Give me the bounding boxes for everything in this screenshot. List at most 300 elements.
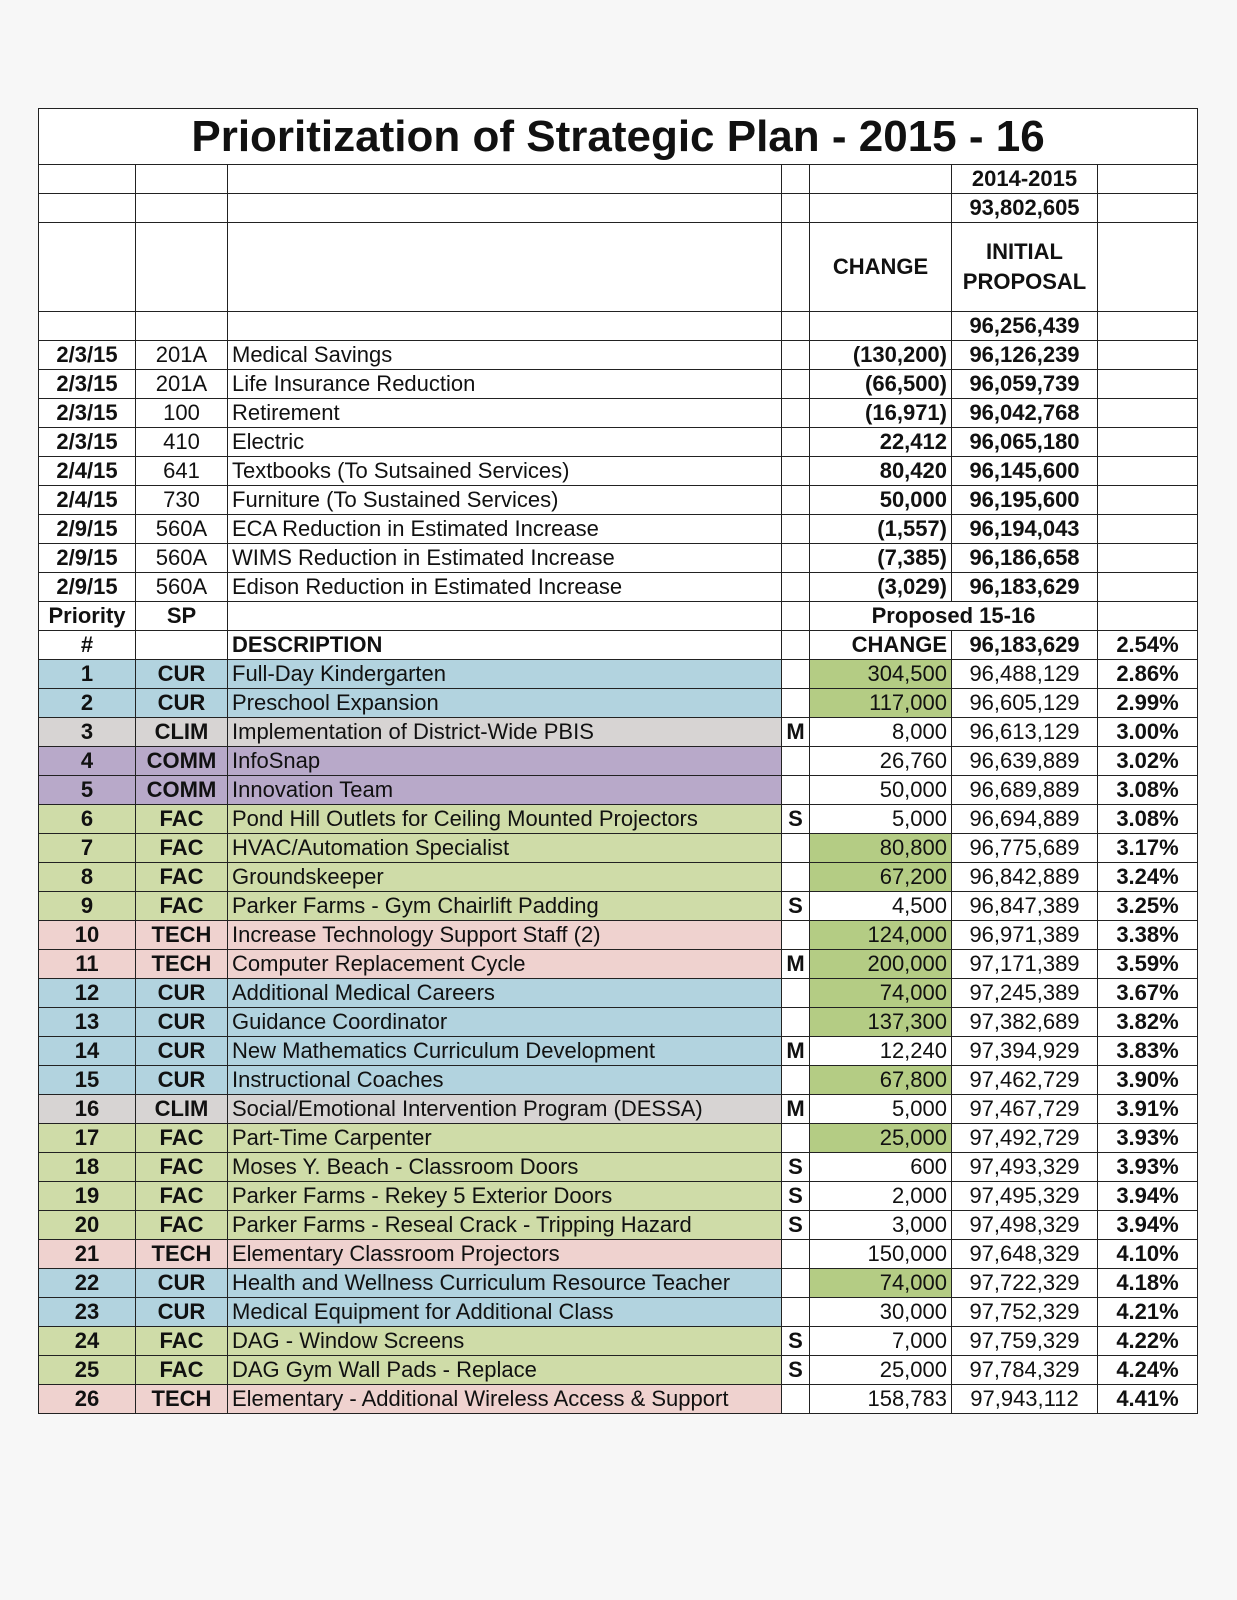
priority-pct: 3.83% [1098,1037,1198,1066]
sp-subheader [136,631,228,660]
priority-flag [782,1008,810,1037]
adjustment-change: (16,971) [810,399,952,428]
priority-pct: 3.08% [1098,776,1198,805]
priority-pct: 4.22% [1098,1327,1198,1356]
priority-sp: CUR [136,1269,228,1298]
priority-number: 21 [39,1240,136,1269]
initial-proposal-header: INITIAL PROPOSAL [952,223,1098,312]
priority-row [39,1327,1198,1356]
priority-number: 14 [39,1037,136,1066]
priority-pct: 3.17% [1098,834,1198,863]
priority-flag [782,1240,810,1269]
adjustment-code: 201A [136,370,228,399]
priority-sp: FAC [136,892,228,921]
priority-pct: 3.90% [1098,1066,1198,1095]
priority-number: 6 [39,805,136,834]
priority-description: DAG - Window Screens [228,1327,782,1356]
change-header: CHANGE [810,223,952,312]
priority-sp: CUR [136,660,228,689]
priority-pct: 3.67% [1098,979,1198,1008]
priority-number: 2 [39,689,136,718]
initial-proposal-value: 96,256,439 [952,312,1098,341]
priority-sp: FAC [136,1356,228,1385]
priority-description: Medical Equipment for Additional Class [228,1298,782,1327]
priority-description: InfoSnap [228,747,782,776]
priority-header: Priority [39,602,136,631]
priority-change: 158,783 [810,1385,952,1414]
column-header-row [39,602,1198,631]
flag-header [782,602,810,631]
adjustment-description: Electric [228,428,782,457]
priority-number: 3 [39,718,136,747]
priority-flag: M [782,1037,810,1066]
priority-total: 96,639,889 [952,747,1098,776]
priority-flag [782,1124,810,1153]
priority-change: 25,000 [810,1356,952,1385]
priority-total: 97,648,329 [952,1240,1098,1269]
priority-total: 97,943,112 [952,1385,1098,1414]
num-header: # [39,631,136,660]
priority-sp: FAC [136,834,228,863]
priority-row [39,660,1198,689]
priority-total: 96,689,889 [952,776,1098,805]
priority-description: Additional Medical Careers [228,979,782,1008]
priority-row [39,1211,1198,1240]
priority-flag: S [782,1182,810,1211]
priority-row [39,979,1198,1008]
adjustment-total: 96,145,600 [952,457,1098,486]
priority-row [39,718,1198,747]
priority-flag [782,1298,810,1327]
priority-row [39,1298,1198,1327]
priority-total: 97,394,929 [952,1037,1098,1066]
priority-total: 96,842,889 [952,863,1098,892]
priority-flag [782,776,810,805]
adjustment-flag [782,399,810,428]
priority-row [39,776,1198,805]
priority-change: 600 [810,1153,952,1182]
adjustment-row [39,486,1198,515]
priority-change: 30,000 [810,1298,952,1327]
priority-sp: COMM [136,747,228,776]
adjustment-code: 560A [136,544,228,573]
adjustment-date: 2/3/15 [39,370,136,399]
priority-description: Parker Farms - Reseal Crack - Tripping Hazard [228,1211,782,1240]
adjustment-row [39,544,1198,573]
priority-flag: S [782,1327,810,1356]
priority-description: Parker Farms - Gym Chairlift Padding [228,892,782,921]
priority-pct: 3.59% [1098,950,1198,979]
priority-pct: 2.86% [1098,660,1198,689]
priority-description: Moses Y. Beach - Classroom Doors [228,1153,782,1182]
priority-pct: 4.10% [1098,1240,1198,1269]
adjustment-total: 96,186,658 [952,544,1098,573]
priority-change: 5,000 [810,1095,952,1124]
adjustment-total: 96,065,180 [952,428,1098,457]
priority-sp: FAC [136,863,228,892]
priority-total: 96,775,689 [952,834,1098,863]
adjustment-description: ECA Reduction in Estimated Increase [228,515,782,544]
priority-flag [782,979,810,1008]
priority-description: Implementation of District-Wide PBIS [228,718,782,747]
priority-change: 7,000 [810,1327,952,1356]
priority-change: 50,000 [810,776,952,805]
adjustment-pct [1098,399,1198,428]
priority-sp: COMM [136,776,228,805]
priority-number: 5 [39,776,136,805]
priority-total: 96,488,129 [952,660,1098,689]
adjustment-change: (7,385) [810,544,952,573]
priority-sp: CUR [136,1037,228,1066]
priority-total: 97,382,689 [952,1008,1098,1037]
adjustment-description: WIMS Reduction in Estimated Increase [228,544,782,573]
adjustment-pct [1098,341,1198,370]
adjustment-flag [782,573,810,602]
priority-number: 13 [39,1008,136,1037]
adjustment-pct [1098,370,1198,399]
priority-sp: TECH [136,921,228,950]
blank-header [228,602,782,631]
priority-pct: 3.02% [1098,747,1198,776]
priority-flag [782,863,810,892]
adjustment-change: 80,420 [810,457,952,486]
priority-total: 96,605,129 [952,689,1098,718]
priority-row [39,1095,1198,1124]
description-header: DESCRIPTION [228,631,782,660]
priority-flag [782,689,810,718]
adjustment-description: Furniture (To Sustained Services) [228,486,782,515]
priority-description: DAG Gym Wall Pads - Replace [228,1356,782,1385]
priority-total: 97,493,329 [952,1153,1098,1182]
priority-pct: 4.21% [1098,1298,1198,1327]
priority-sp: FAC [136,1327,228,1356]
priority-row [39,805,1198,834]
priority-pct: 3.94% [1098,1182,1198,1211]
adjustment-change: (66,500) [810,370,952,399]
priority-total: 97,467,729 [952,1095,1098,1124]
pct-header [1098,602,1198,631]
adjustment-flag [782,370,810,399]
adjustment-total: 96,059,739 [952,370,1098,399]
priority-total: 96,847,389 [952,892,1098,921]
sp-header: SP [136,602,228,631]
priority-description: Pond Hill Outlets for Ceiling Mounted Projectors [228,805,782,834]
adjustment-pct [1098,573,1198,602]
priority-change: 4,500 [810,892,952,921]
adjustment-pct [1098,428,1198,457]
adjustment-code: 641 [136,457,228,486]
priority-row [39,1153,1198,1182]
priority-sp: CUR [136,689,228,718]
priority-row [39,950,1198,979]
adjustment-date: 2/4/15 [39,486,136,515]
priority-row [39,1066,1198,1095]
adjustment-change: (130,200) [810,341,952,370]
adjustment-row [39,573,1198,602]
priority-number: 23 [39,1298,136,1327]
priority-pct: 4.18% [1098,1269,1198,1298]
priority-number: 10 [39,921,136,950]
priority-row [39,1037,1198,1066]
priority-flag [782,921,810,950]
adjustment-row [39,370,1198,399]
priority-change: 67,800 [810,1066,952,1095]
adjustment-flag [782,486,810,515]
priority-change: 137,300 [810,1008,952,1037]
priority-description: Increase Technology Support Staff (2) [228,921,782,950]
priority-flag: S [782,1356,810,1385]
budget-table [38,108,1198,1414]
adjustment-date: 2/3/15 [39,399,136,428]
priority-flag [782,747,810,776]
adjustment-code: 100 [136,399,228,428]
priority-sp: CUR [136,1298,228,1327]
adjustment-pct [1098,486,1198,515]
priority-row [39,689,1198,718]
adjustment-flag [782,428,810,457]
priority-number: 22 [39,1269,136,1298]
priority-sp: CLIM [136,718,228,747]
adjustment-flag [782,457,810,486]
priority-sp: TECH [136,1240,228,1269]
adjustment-change: 50,000 [810,486,952,515]
priority-sp: CUR [136,979,228,1008]
priority-flag: S [782,1211,810,1240]
priority-number: 20 [39,1211,136,1240]
priority-flag: M [782,1095,810,1124]
priority-description: Full-Day Kindergarten [228,660,782,689]
adjustment-total: 96,195,600 [952,486,1098,515]
priority-flag [782,1385,810,1414]
priority-description: Elementary Classroom Projectors [228,1240,782,1269]
priority-row [39,1124,1198,1153]
priority-row [39,747,1198,776]
adjustment-date: 2/3/15 [39,428,136,457]
priority-sp: CUR [136,1066,228,1095]
priority-pct: 2.99% [1098,689,1198,718]
priority-sp: FAC [136,1182,228,1211]
priority-change: 124,000 [810,921,952,950]
priority-number: 8 [39,863,136,892]
proposed-header: Proposed 15-16 [810,602,1098,631]
adjustment-total: 96,183,629 [952,573,1098,602]
priority-number: 25 [39,1356,136,1385]
priority-change: 8,000 [810,718,952,747]
priority-total: 97,498,329 [952,1211,1098,1240]
adjustment-total: 96,042,768 [952,399,1098,428]
priority-number: 24 [39,1327,136,1356]
priority-row [39,1269,1198,1298]
priority-number: 17 [39,1124,136,1153]
priority-description: Elementary - Additional Wireless Access & Support [228,1385,782,1414]
priority-description: Guidance Coordinator [228,1008,782,1037]
adjustment-date: 2/3/15 [39,341,136,370]
priority-row [39,1356,1198,1385]
adjustment-change: (1,557) [810,515,952,544]
priority-pct: 3.91% [1098,1095,1198,1124]
priority-sp: TECH [136,1385,228,1414]
priority-total: 97,171,389 [952,950,1098,979]
priority-number: 19 [39,1182,136,1211]
adjustment-code: 560A [136,515,228,544]
priority-flag [782,834,810,863]
header-budget-row [39,194,1198,223]
priority-pct: 3.38% [1098,921,1198,950]
priority-total: 97,492,729 [952,1124,1098,1153]
priority-row [39,1008,1198,1037]
priority-change: 26,760 [810,747,952,776]
priority-description: Innovation Team [228,776,782,805]
adjustment-flag [782,341,810,370]
priority-change: 3,000 [810,1211,952,1240]
priority-description: HVAC/Automation Specialist [228,834,782,863]
priority-row [39,1182,1198,1211]
priority-description: Computer Replacement Cycle [228,950,782,979]
priority-number: 26 [39,1385,136,1414]
adjustment-pct [1098,457,1198,486]
priority-description: Health and Wellness Curriculum Resource Teacher [228,1269,782,1298]
priority-total: 97,495,329 [952,1182,1098,1211]
header-year-row [39,165,1198,194]
priority-description: Part-Time Carpenter [228,1124,782,1153]
priority-total: 97,462,729 [952,1066,1098,1095]
adjustment-flag [782,515,810,544]
priority-total: 97,752,329 [952,1298,1098,1327]
priority-number: 11 [39,950,136,979]
page-title: Prioritization of Strategic Plan - 2015 - 16 [39,109,1198,165]
priority-row [39,921,1198,950]
priority-flag: M [782,950,810,979]
priority-number: 7 [39,834,136,863]
priority-pct: 4.24% [1098,1356,1198,1385]
priority-flag: S [782,805,810,834]
adjustment-pct [1098,515,1198,544]
priority-total: 96,971,389 [952,921,1098,950]
priority-description: Preschool Expansion [228,689,782,718]
priority-change: 150,000 [810,1240,952,1269]
priority-total: 97,784,329 [952,1356,1098,1385]
priority-change: 304,500 [810,660,952,689]
priority-total: 97,722,329 [952,1269,1098,1298]
priority-total: 97,759,329 [952,1327,1098,1356]
priority-row [39,892,1198,921]
priority-change: 25,000 [810,1124,952,1153]
priority-pct: 3.93% [1098,1153,1198,1182]
priority-number: 1 [39,660,136,689]
adjustment-total: 96,194,043 [952,515,1098,544]
adjustment-row [39,399,1198,428]
adjustment-flag [782,544,810,573]
priority-change: 12,240 [810,1037,952,1066]
change-subheader: CHANGE [810,631,952,660]
year-budget: 93,802,605 [952,194,1098,223]
priority-total: 96,613,129 [952,718,1098,747]
priority-sp: TECH [136,950,228,979]
adjustment-date: 2/9/15 [39,544,136,573]
header-label-row [39,223,1198,312]
adjustment-row [39,428,1198,457]
priority-number: 16 [39,1095,136,1124]
adjustment-code: 410 [136,428,228,457]
priority-pct: 3.24% [1098,863,1198,892]
priority-description: Groundskeeper [228,863,782,892]
priority-sp: CLIM [136,1095,228,1124]
priority-number: 18 [39,1153,136,1182]
adjustment-description: Medical Savings [228,341,782,370]
priority-flag [782,1066,810,1095]
adjustment-row [39,457,1198,486]
priority-row [39,1385,1198,1414]
adjustment-description: Life Insurance Reduction [228,370,782,399]
strategic-plan-sheet [38,108,1197,1414]
base-total: 96,183,629 [952,631,1098,660]
adjustment-description: Textbooks (To Sutsained Services) [228,457,782,486]
priority-description: Social/Emotional Intervention Program (DESSA) [228,1095,782,1124]
priority-pct: 3.25% [1098,892,1198,921]
priority-row [39,834,1198,863]
priority-flag: S [782,1153,810,1182]
initial-value-row [39,312,1198,341]
priority-number: 9 [39,892,136,921]
priority-sp: FAC [136,1124,228,1153]
adjustment-date: 2/9/15 [39,515,136,544]
priority-flag: S [782,892,810,921]
title-row [39,109,1198,165]
adjustment-code: 560A [136,573,228,602]
priority-pct: 3.82% [1098,1008,1198,1037]
priority-number: 15 [39,1066,136,1095]
priority-description: Instructional Coaches [228,1066,782,1095]
adjustment-row [39,515,1198,544]
priority-pct: 3.08% [1098,805,1198,834]
priority-pct: 4.41% [1098,1385,1198,1414]
priority-row [39,863,1198,892]
adjustment-pct [1098,544,1198,573]
priority-flag [782,1269,810,1298]
priority-change: 117,000 [810,689,952,718]
priority-change: 67,200 [810,863,952,892]
column-subheader-row [39,631,1198,660]
adjustment-date: 2/4/15 [39,457,136,486]
priority-pct: 3.94% [1098,1211,1198,1240]
adjustment-date: 2/9/15 [39,573,136,602]
priority-number: 12 [39,979,136,1008]
adjustment-total: 96,126,239 [952,341,1098,370]
adjustment-change: (3,029) [810,573,952,602]
base-pct: 2.54% [1098,631,1198,660]
priority-description: Parker Farms - Rekey 5 Exterior Doors [228,1182,782,1211]
priority-flag: M [782,718,810,747]
adjustment-description: Retirement [228,399,782,428]
priority-change: 74,000 [810,979,952,1008]
priority-sp: FAC [136,1211,228,1240]
adjustment-description: Edison Reduction in Estimated Increase [228,573,782,602]
year-label: 2014-2015 [952,165,1098,194]
priority-sp: FAC [136,1153,228,1182]
adjustment-code: 730 [136,486,228,515]
adjustment-row [39,341,1198,370]
flag-subheader [782,631,810,660]
priority-row [39,1240,1198,1269]
priority-number: 4 [39,747,136,776]
priority-sp: FAC [136,805,228,834]
priority-change: 74,000 [810,1269,952,1298]
priority-flag [782,660,810,689]
priority-change: 5,000 [810,805,952,834]
priority-sp: CUR [136,1008,228,1037]
priority-change: 200,000 [810,950,952,979]
priority-change: 80,800 [810,834,952,863]
